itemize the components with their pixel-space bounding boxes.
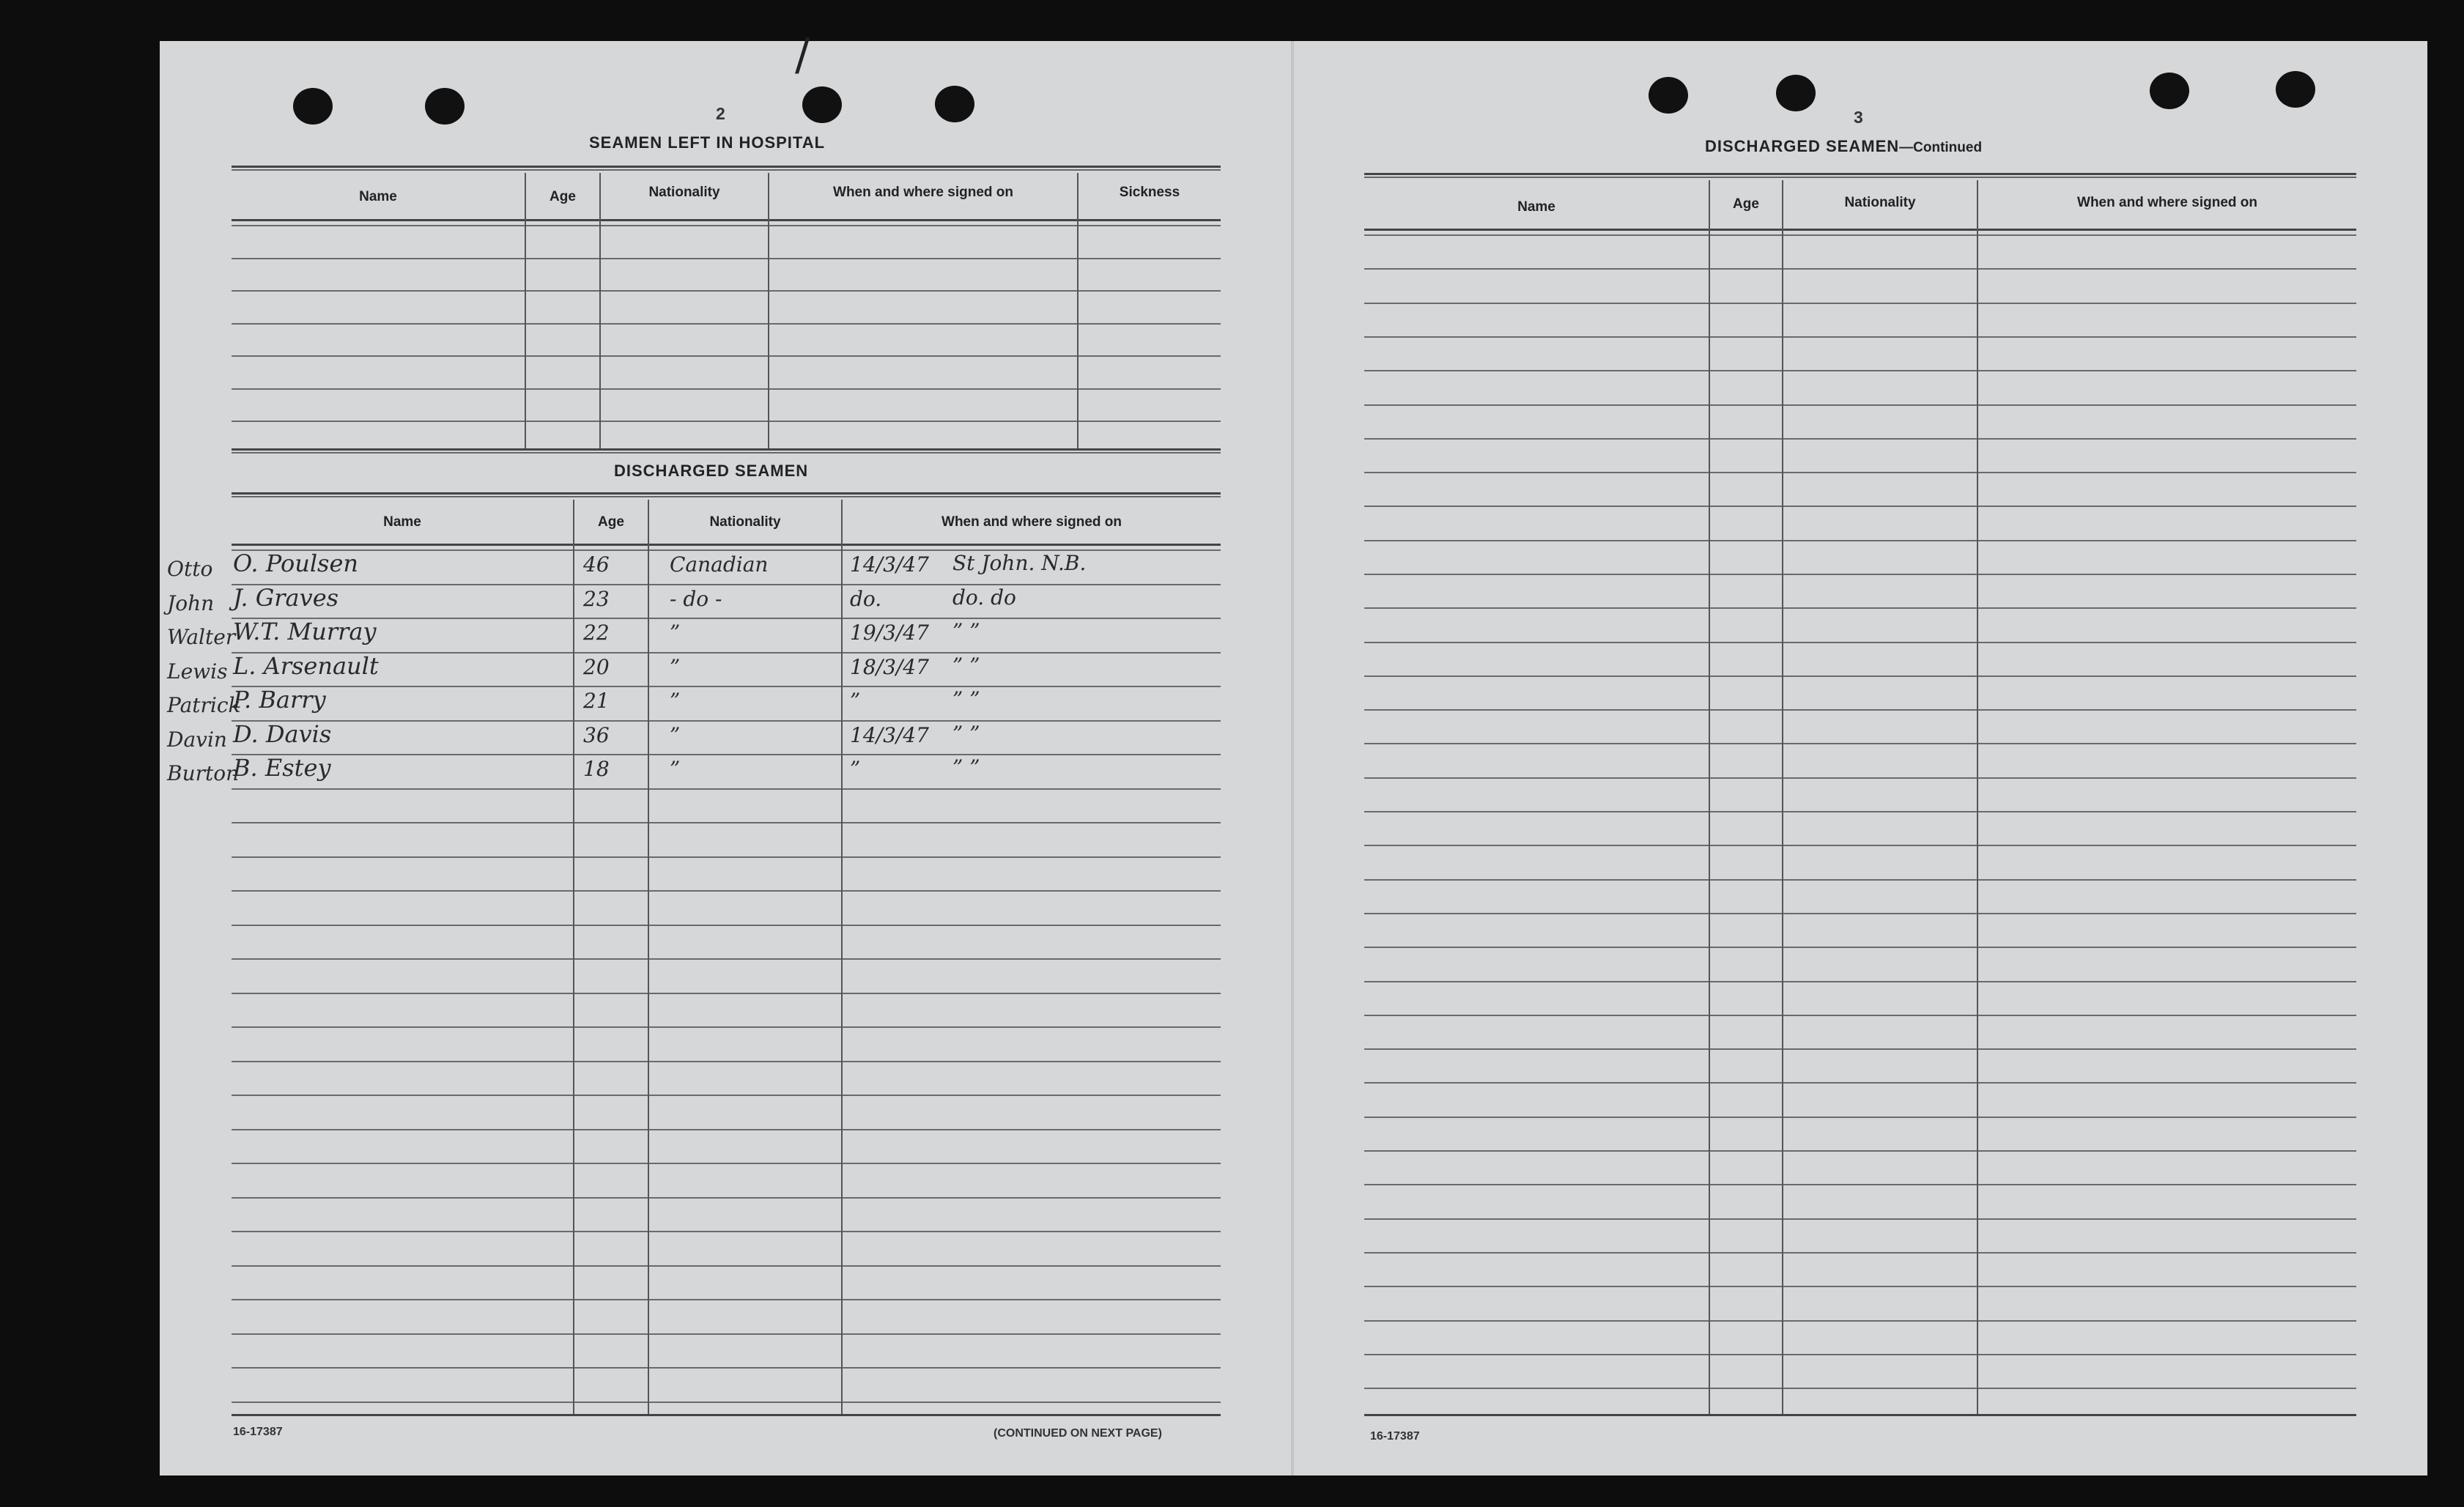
form-number: 16-17387 bbox=[233, 1426, 283, 1438]
margin-first-name: John bbox=[167, 591, 215, 615]
seaman-nationality: - do - bbox=[670, 587, 722, 611]
row-rule bbox=[1364, 506, 2356, 507]
seaman-age: 22 bbox=[583, 621, 610, 645]
row-rule bbox=[232, 1026, 1221, 1028]
punch-hole bbox=[802, 86, 842, 123]
row-rule bbox=[1364, 1117, 2356, 1118]
punch-hole bbox=[2276, 71, 2315, 108]
title-main: DISCHARGED SEAMEN bbox=[1705, 137, 1900, 155]
row-rule bbox=[1364, 303, 2356, 304]
column-rule bbox=[525, 173, 526, 448]
column-rule bbox=[841, 500, 843, 1414]
row-rule bbox=[1364, 574, 2356, 575]
row-rule bbox=[1364, 370, 2356, 371]
row-rule bbox=[232, 225, 1221, 226]
title-suffix: —Continued bbox=[1899, 140, 1983, 155]
seaman-nationality: ” bbox=[670, 655, 681, 679]
section-rule bbox=[232, 166, 1221, 171]
row-rule bbox=[1364, 1048, 2356, 1050]
row-rule bbox=[232, 1061, 1221, 1062]
row-rule bbox=[232, 1163, 1221, 1164]
row-rule bbox=[1364, 947, 2356, 948]
signed-on-place: do. do bbox=[952, 585, 1016, 610]
header-rule bbox=[1364, 229, 2356, 231]
column-header-nationality: Nationality bbox=[648, 185, 720, 200]
row-rule bbox=[1364, 1218, 2356, 1220]
bottom-rule bbox=[232, 1414, 1221, 1416]
column-header-age: Age bbox=[1733, 196, 1759, 212]
seaman-age: 20 bbox=[583, 655, 610, 679]
row-rule bbox=[232, 925, 1221, 926]
row-rule bbox=[232, 323, 1221, 325]
section-rule bbox=[1364, 173, 2356, 178]
row-rule bbox=[1364, 540, 2356, 541]
row-rule bbox=[1364, 743, 2356, 744]
column-header-age: Age bbox=[598, 514, 624, 530]
signed-on-place: ” ” bbox=[952, 653, 980, 678]
row-rule bbox=[1364, 336, 2356, 338]
form-number: 16-17387 bbox=[1370, 1430, 1420, 1443]
column-header-age: Age bbox=[550, 189, 576, 204]
page-fold bbox=[1291, 41, 1294, 1475]
row-rule bbox=[1364, 1388, 2356, 1389]
seaman-name: P. Barry bbox=[233, 686, 326, 714]
row-rule bbox=[232, 388, 1221, 390]
signed-on-date: 14/3/47 bbox=[850, 552, 929, 577]
margin-first-name: Otto bbox=[167, 557, 213, 581]
row-rule bbox=[1364, 404, 2356, 406]
row-rule bbox=[1364, 642, 2356, 643]
column-rule bbox=[1782, 180, 1783, 1414]
row-rule bbox=[232, 686, 1221, 687]
margin-first-name: Lewis bbox=[167, 659, 228, 684]
row-rule bbox=[1364, 709, 2356, 711]
row-rule bbox=[1364, 268, 2356, 270]
seaman-nationality: ” bbox=[670, 621, 681, 645]
row-rule bbox=[1364, 1354, 2356, 1355]
row-rule bbox=[232, 421, 1221, 422]
column-header-name: Name bbox=[359, 189, 397, 204]
row-rule bbox=[232, 618, 1221, 619]
row-rule bbox=[232, 822, 1221, 823]
signed-on-date: ” bbox=[850, 689, 861, 713]
page-number: 2 bbox=[716, 104, 725, 123]
row-rule bbox=[232, 1367, 1221, 1369]
seaman-nationality: Canadian bbox=[670, 552, 769, 577]
row-rule bbox=[1364, 1015, 2356, 1016]
row-rule bbox=[232, 1299, 1221, 1300]
row-rule bbox=[232, 890, 1221, 892]
section-rule bbox=[232, 448, 1221, 453]
row-rule bbox=[1364, 234, 2356, 236]
row-rule bbox=[1364, 913, 2356, 914]
seaman-age: 18 bbox=[583, 757, 610, 781]
column-header-signed-on: When and where signed on bbox=[2077, 195, 2257, 210]
row-rule bbox=[232, 584, 1221, 585]
column-rule bbox=[768, 173, 769, 448]
row-rule bbox=[1364, 1252, 2356, 1254]
seaman-nationality: ” bbox=[670, 757, 681, 781]
header-rule bbox=[232, 219, 1221, 221]
seaman-name: O. Poulsen bbox=[233, 549, 359, 577]
row-rule bbox=[232, 258, 1221, 259]
signed-on-date: 14/3/47 bbox=[850, 723, 929, 747]
row-rule bbox=[232, 720, 1221, 722]
row-rule bbox=[1364, 1286, 2356, 1287]
column-rule bbox=[648, 500, 649, 1414]
row-rule bbox=[1364, 845, 2356, 846]
row-rule bbox=[232, 652, 1221, 653]
row-rule bbox=[232, 1197, 1221, 1199]
row-rule bbox=[1364, 981, 2356, 982]
header-rule bbox=[232, 544, 1221, 546]
signed-on-place: ” ” bbox=[952, 755, 980, 780]
signed-on-place: ” ” bbox=[952, 687, 980, 711]
row-rule bbox=[232, 788, 1221, 790]
column-rule bbox=[573, 500, 574, 1414]
seaman-age: 36 bbox=[583, 723, 610, 747]
row-rule bbox=[1364, 1082, 2356, 1084]
column-rule bbox=[1077, 173, 1079, 448]
continued-note: (CONTINUED ON NEXT PAGE) bbox=[994, 1427, 1162, 1440]
pencil-mark: / bbox=[795, 29, 810, 81]
row-rule bbox=[232, 1333, 1221, 1335]
seaman-name: B. Estey bbox=[233, 754, 331, 782]
page-number: 3 bbox=[1854, 108, 1863, 127]
row-rule bbox=[1364, 811, 2356, 812]
row-rule bbox=[232, 1265, 1221, 1267]
signed-on-place: ” ” bbox=[952, 722, 980, 746]
seaman-name: L. Arsenault bbox=[233, 652, 379, 680]
column-rule bbox=[599, 173, 601, 448]
punch-hole bbox=[293, 88, 333, 125]
seaman-age: 23 bbox=[583, 587, 610, 611]
column-header-sickness: Sickness bbox=[1119, 185, 1180, 200]
signed-on-date: 19/3/47 bbox=[850, 621, 929, 645]
margin-first-name: Walter bbox=[167, 625, 236, 649]
signed-on-date: 18/3/47 bbox=[850, 655, 929, 679]
seaman-age: 21 bbox=[583, 689, 610, 713]
seaman-name: W.T. Murray bbox=[233, 618, 377, 645]
margin-first-name: Patrick bbox=[167, 693, 241, 717]
punch-hole bbox=[1776, 75, 1816, 111]
row-rule bbox=[1364, 675, 2356, 677]
punch-hole bbox=[425, 88, 465, 125]
column-rule bbox=[1709, 180, 1710, 1414]
row-rule bbox=[1364, 1184, 2356, 1185]
row-rule bbox=[232, 1129, 1221, 1130]
seaman-nationality: ” bbox=[670, 689, 681, 713]
section-title-discharged: DISCHARGED SEAMEN bbox=[614, 462, 809, 480]
row-rule bbox=[232, 993, 1221, 994]
signed-on-place: St John. N.B. bbox=[952, 551, 1087, 575]
row-rule bbox=[1364, 472, 2356, 473]
row-rule bbox=[1364, 879, 2356, 881]
row-rule bbox=[1364, 438, 2356, 440]
column-header-name: Name bbox=[383, 514, 421, 530]
row-rule bbox=[1364, 777, 2356, 779]
signed-on-date: do. bbox=[850, 587, 882, 611]
column-header-nationality: Nationality bbox=[1844, 195, 1916, 210]
column-header-name: Name bbox=[1517, 199, 1555, 215]
margin-first-name: Davin bbox=[167, 727, 227, 752]
row-rule bbox=[232, 754, 1221, 755]
section-rule bbox=[232, 492, 1221, 497]
row-rule bbox=[1364, 1150, 2356, 1152]
row-rule bbox=[232, 355, 1221, 357]
punch-hole bbox=[1649, 77, 1688, 114]
punch-hole bbox=[2150, 73, 2189, 109]
seaman-age: 46 bbox=[583, 552, 610, 577]
row-rule bbox=[232, 1231, 1221, 1232]
signed-on-date: ” bbox=[850, 757, 861, 781]
section-title-discharged-continued bbox=[1705, 137, 1982, 156]
seaman-nationality: ” bbox=[670, 723, 681, 747]
row-rule bbox=[232, 856, 1221, 858]
bottom-rule bbox=[1364, 1414, 2356, 1416]
signed-on-place: ” ” bbox=[952, 619, 980, 643]
column-header-nationality: Nationality bbox=[709, 514, 781, 530]
seaman-name: J. Graves bbox=[233, 584, 339, 612]
margin-first-name: Burton bbox=[167, 761, 240, 785]
row-rule bbox=[1364, 1320, 2356, 1322]
seaman-name: D. Davis bbox=[233, 720, 332, 748]
row-rule bbox=[232, 958, 1221, 960]
row-rule bbox=[232, 1095, 1221, 1096]
punch-hole bbox=[935, 86, 974, 122]
column-header-signed-on: When and where signed on bbox=[833, 185, 1013, 200]
row-rule bbox=[232, 290, 1221, 292]
row-rule bbox=[1364, 607, 2356, 609]
section-title-hospital: SEAMEN LEFT IN HOSPITAL bbox=[589, 133, 826, 152]
row-rule bbox=[232, 1402, 1221, 1403]
column-rule bbox=[1977, 180, 1978, 1414]
column-header-signed-on: When and where signed on bbox=[941, 514, 1122, 530]
